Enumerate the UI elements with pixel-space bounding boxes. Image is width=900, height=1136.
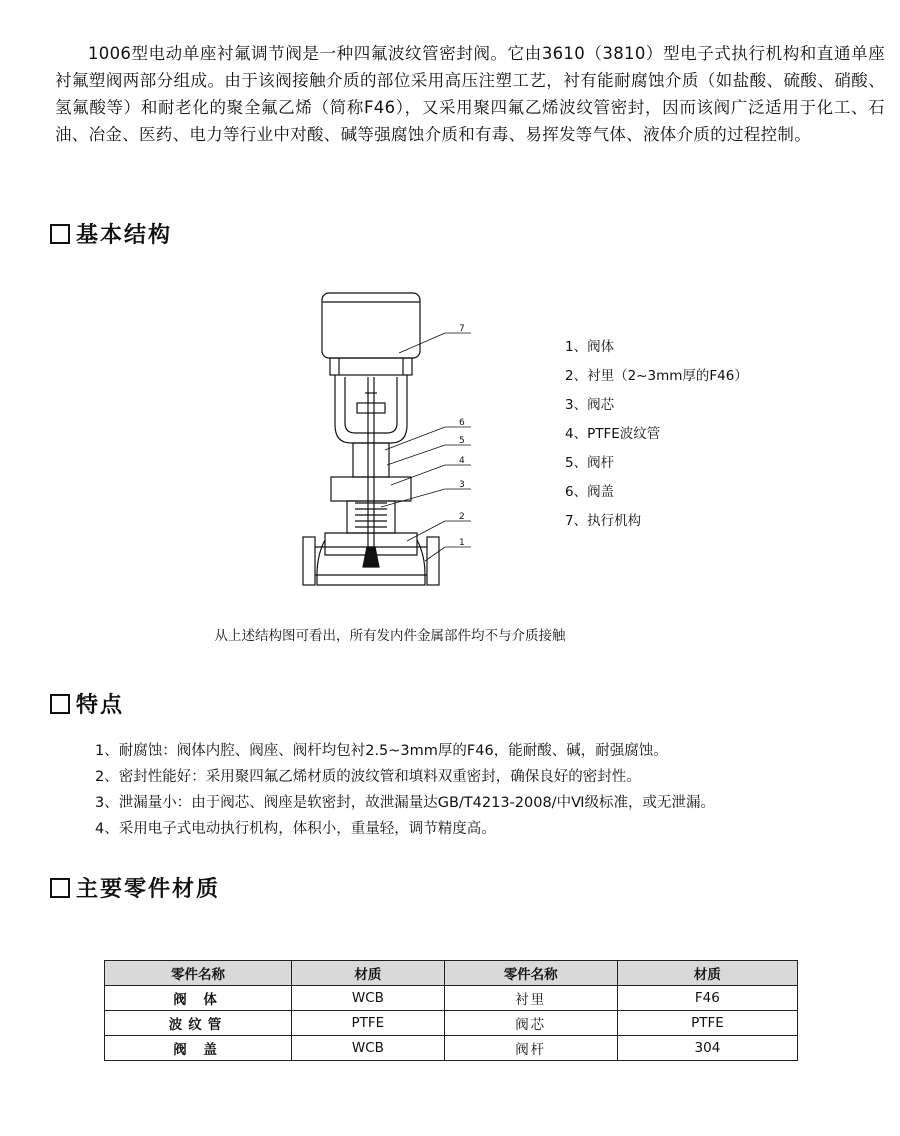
table-cell: 阀杆 [444,1036,617,1061]
bonnet-flange [331,477,411,501]
feature-item: 4、采用电子式电动执行机构，体积小，重量轻，调节精度高。 [95,821,496,837]
actuator-base [330,358,412,375]
legend-item: 4、PTFE波纹管 [565,426,661,442]
section-title: 基本结构 [76,223,173,248]
parts-legend [565,333,748,536]
callout-label: 5 [459,436,465,446]
section-title: 主要零件材质 [76,877,221,902]
callout-label: 2 [459,512,465,522]
features-list [95,738,715,842]
column-header: 材质 [292,961,444,986]
table-cell: PTFE [292,1011,444,1036]
table-row [105,1036,798,1061]
intro-paragraph: 1006型电动单座衬氟调节阀是一种四氟波纹管密封阀。它由3610（3810）型电子式执行机构和直通单座衬氟塑阀两部分组成。由于该阀接触介质的部位采用高压注塑工艺，衬有能耐腐蚀介质（如盐酸、硫酸、硝酸、氢氟酸等）和耐老化的聚全氟乙烯（简称F46），又采用聚四氟乙烯波纹管密封，因而该阀广泛适用于化工、石油、冶金、医药、电力等行业中对酸、碱等强腐蚀介质和有毒、易挥发等气体、液体介质的过程控制。 [55,44,885,144]
table-cell: WCB [292,1036,444,1061]
table-cell: F46 [617,986,797,1011]
table-cell: WCB [292,986,444,1011]
figure-caption: 从上述结构图可看出，所有发内件金属部件均不与介质接触 [214,628,566,644]
table-cell: 阀 盖 [105,1036,292,1061]
section-heading-structure [50,218,172,249]
checkbox-square-icon [50,224,70,244]
section-title: 特点 [76,693,125,718]
stem-connector [357,403,385,413]
column-header: 零件名称 [105,961,292,986]
left-flange [303,537,315,585]
column-header: 零件名称 [444,961,617,986]
feature-item: 3、泄漏量小：由于阀芯、阀座是软密封，故泄漏量达GB/T4213-2008/中Ⅵ级标准，或无泄漏。 [95,795,715,811]
table-row [105,986,798,1011]
callout-label: 1 [459,538,465,548]
bellows-chamber [347,501,395,533]
table-cell: 304 [617,1036,797,1061]
packing-box [353,443,389,477]
checkbox-square-icon [50,694,70,714]
legend-item: 5、阀杆 [565,455,615,471]
callout-label: 6 [459,418,465,428]
table-row [105,1011,798,1036]
actuator-housing [322,293,420,358]
section-heading-features [50,688,124,719]
legend-item: 3、阀芯 [565,397,615,413]
table-cell: 波纹管 [105,1011,292,1036]
feature-item: 2、密封性能好：采用聚四氟乙烯材质的波纹管和填料双重密封，确保良好的密封性。 [95,769,641,785]
feature-item: 1、耐腐蚀：阀体内腔、阀座、阀杆均包衬2.5~3mm厚的F46，能耐酸、碱，耐强腐蚀。 [95,743,668,759]
valve-plug [363,547,379,567]
callout-label: 4 [459,456,465,466]
callout-label: 3 [459,480,465,490]
section-heading-materials [50,872,220,903]
table-cell: 阀 体 [105,986,292,1011]
legend-item: 1、阀体 [565,339,615,355]
table-cell: 衬里 [444,986,617,1011]
right-flange [427,537,439,585]
legend-item: 6、阀盖 [565,484,615,500]
table-cell: PTFE [617,1011,797,1036]
legend-item: 7、执行机构 [565,513,642,529]
valve-structure-diagram [295,285,495,605]
materials-table [104,960,798,1061]
table-cell: 阀芯 [444,1011,617,1036]
checkbox-square-icon [50,878,70,898]
table-header-row [105,961,798,986]
column-header: 材质 [617,961,797,986]
legend-item: 2、衬里（2~3mm厚的F46） [565,368,748,384]
callout-label: 7 [459,324,465,334]
